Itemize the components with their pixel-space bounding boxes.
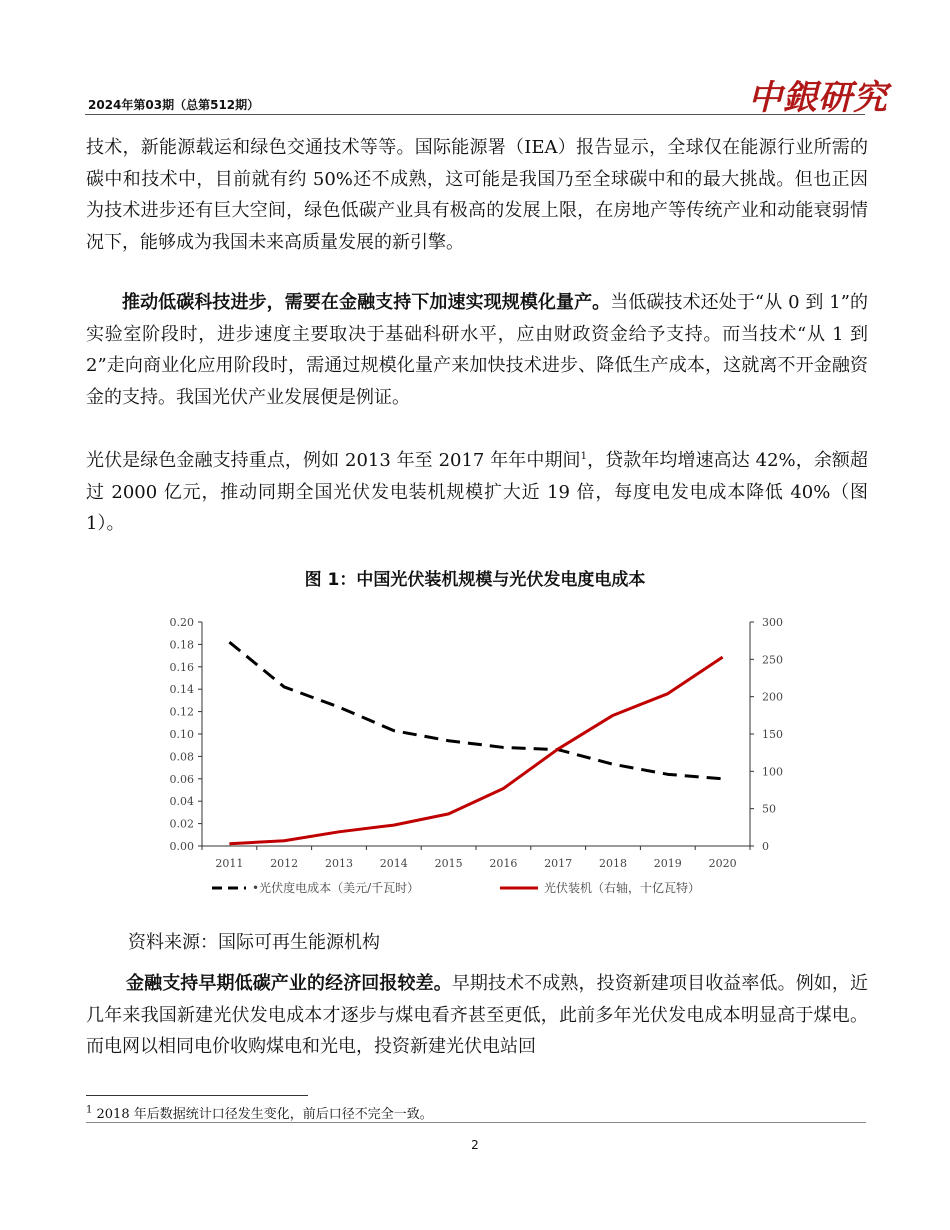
- right-tick-label: 0: [762, 840, 769, 853]
- pv-chart: [150, 610, 800, 910]
- left-tick-label: 0.18: [169, 638, 194, 652]
- paragraph-2: [86, 287, 868, 413]
- page-number: 2: [471, 1138, 479, 1152]
- paragraph-4-body: 早期技术不成熟，投资新建项目收益率低。例如，近几年来我国新建光伏发电成本才逐步与煤电看齐甚至更低，此前多年光伏发电成本明显高于煤电。而电网以相同电价收购煤电和光电，投资新建光伏电站回: [86, 973, 869, 1057]
- legend-cost-label: •光伏度电成本（美元/千瓦时）: [252, 881, 420, 895]
- issue-number: 2024年第03期（总第512期）: [88, 98, 260, 112]
- paragraph-4: [86, 968, 868, 1063]
- x-tick-label: 2016: [489, 857, 518, 870]
- footnote-mark: 1: [86, 1104, 93, 1116]
- left-tick-label: 0.04: [169, 795, 194, 809]
- paragraph-3-text-b: ，贷款年均增速高达 42%，余额超过 2000 亿元，推动同期全国光伏发电装机规模扩大近 19 倍，每度电发电成本降低 40%（图 1）。: [86, 450, 868, 534]
- right-tick-label: 250: [762, 653, 783, 667]
- left-tick-label: 0.16: [169, 660, 194, 674]
- left-tick-label: 0.06: [169, 772, 194, 786]
- right-tick-label: 100: [762, 765, 783, 779]
- publisher-logo: 中銀研究: [748, 78, 888, 118]
- left-tick-label: 0.10: [169, 728, 194, 741]
- figure-title: 图 1：中国光伏装机规模与光伏发电度电成本: [304, 570, 646, 590]
- x-tick-label: 2011: [215, 857, 244, 870]
- x-tick-label: 2019: [653, 857, 682, 870]
- x-tick-label: 2017: [544, 857, 573, 870]
- footnote-divider: [86, 1095, 308, 1096]
- x-tick-label: 2014: [379, 857, 408, 870]
- footnote-text: 2018 年后数据统计口径发生变化，前后口径不完全一致。: [96, 1107, 433, 1122]
- paragraph-3-text-a: 光伏是绿色金融支持重点，例如 2013 年至 2017 年年中期间: [86, 450, 581, 471]
- cost-series-line: [229, 642, 722, 779]
- left-tick-label: 0.12: [169, 705, 194, 719]
- figure-source: 资料来源：国际可再生能源机构: [128, 932, 380, 953]
- x-tick-label: 2020: [708, 857, 737, 870]
- left-tick-label: 0.00: [169, 840, 194, 853]
- right-tick-label: 150: [762, 728, 783, 741]
- right-tick-label: 50: [762, 802, 776, 816]
- x-tick-label: 2015: [434, 857, 463, 870]
- x-tick-label: 2018: [599, 857, 627, 870]
- right-tick-label: 200: [762, 690, 783, 704]
- left-tick-label: 0.14: [169, 683, 194, 697]
- left-tick-label: 0.02: [169, 817, 194, 831]
- left-tick-label: 0.20: [169, 616, 194, 629]
- header-divider: [85, 114, 865, 115]
- paragraph-2-body: 当低碳技术还处于“从 0 到 1”的实验室阶段时，进步速度主要取决于基础科研水平，应由财政资金给予支持。而当技术“从 1 到 2”走向商业化应用阶段时，需通过规模化量产来加快技术进步、降低生产成本，这就离不开金融资金的支持。我国光伏产业发展便是例证。: [86, 292, 868, 408]
- paragraph-2-lead: 推动低碳科技进步，需要在金融支持下加速实现规模化量产。: [122, 292, 611, 313]
- x-tick-label: 2012: [270, 857, 299, 870]
- paragraph-3: [86, 441, 868, 540]
- left-tick-label: 0.08: [169, 750, 194, 764]
- paragraph-1-text: 技术，新能源载运和绿色交通技术等等。国际能源署（IEA）报告显示，全球仅在能源行业所需的碳中和技术中，目前就有约 50%还不成熟，这可能是我国乃至全球碳中和的最大挑战。但也正因为技术进步还有巨大空间，绿色低碳产业具有极高的发展上限，在房地产等传统产业和动能衰弱情况下，能够成为我国未来高质量发展的新引擎。: [86, 137, 868, 253]
- paragraph-1: [86, 132, 868, 258]
- footnote-ref[interactable]: 1: [580, 451, 587, 462]
- x-tick-label: 2013: [325, 857, 353, 870]
- footnote: [86, 1103, 433, 1122]
- legend-capacity-label: 光伏装机（右轴，十亿瓦特）: [544, 881, 701, 895]
- footer-divider: [86, 1122, 866, 1123]
- capacity-series-line: [229, 657, 722, 844]
- paragraph-4-lead: 金融支持早期低碳产业的经济回报较差。: [126, 973, 452, 994]
- right-tick-label: 300: [762, 616, 783, 629]
